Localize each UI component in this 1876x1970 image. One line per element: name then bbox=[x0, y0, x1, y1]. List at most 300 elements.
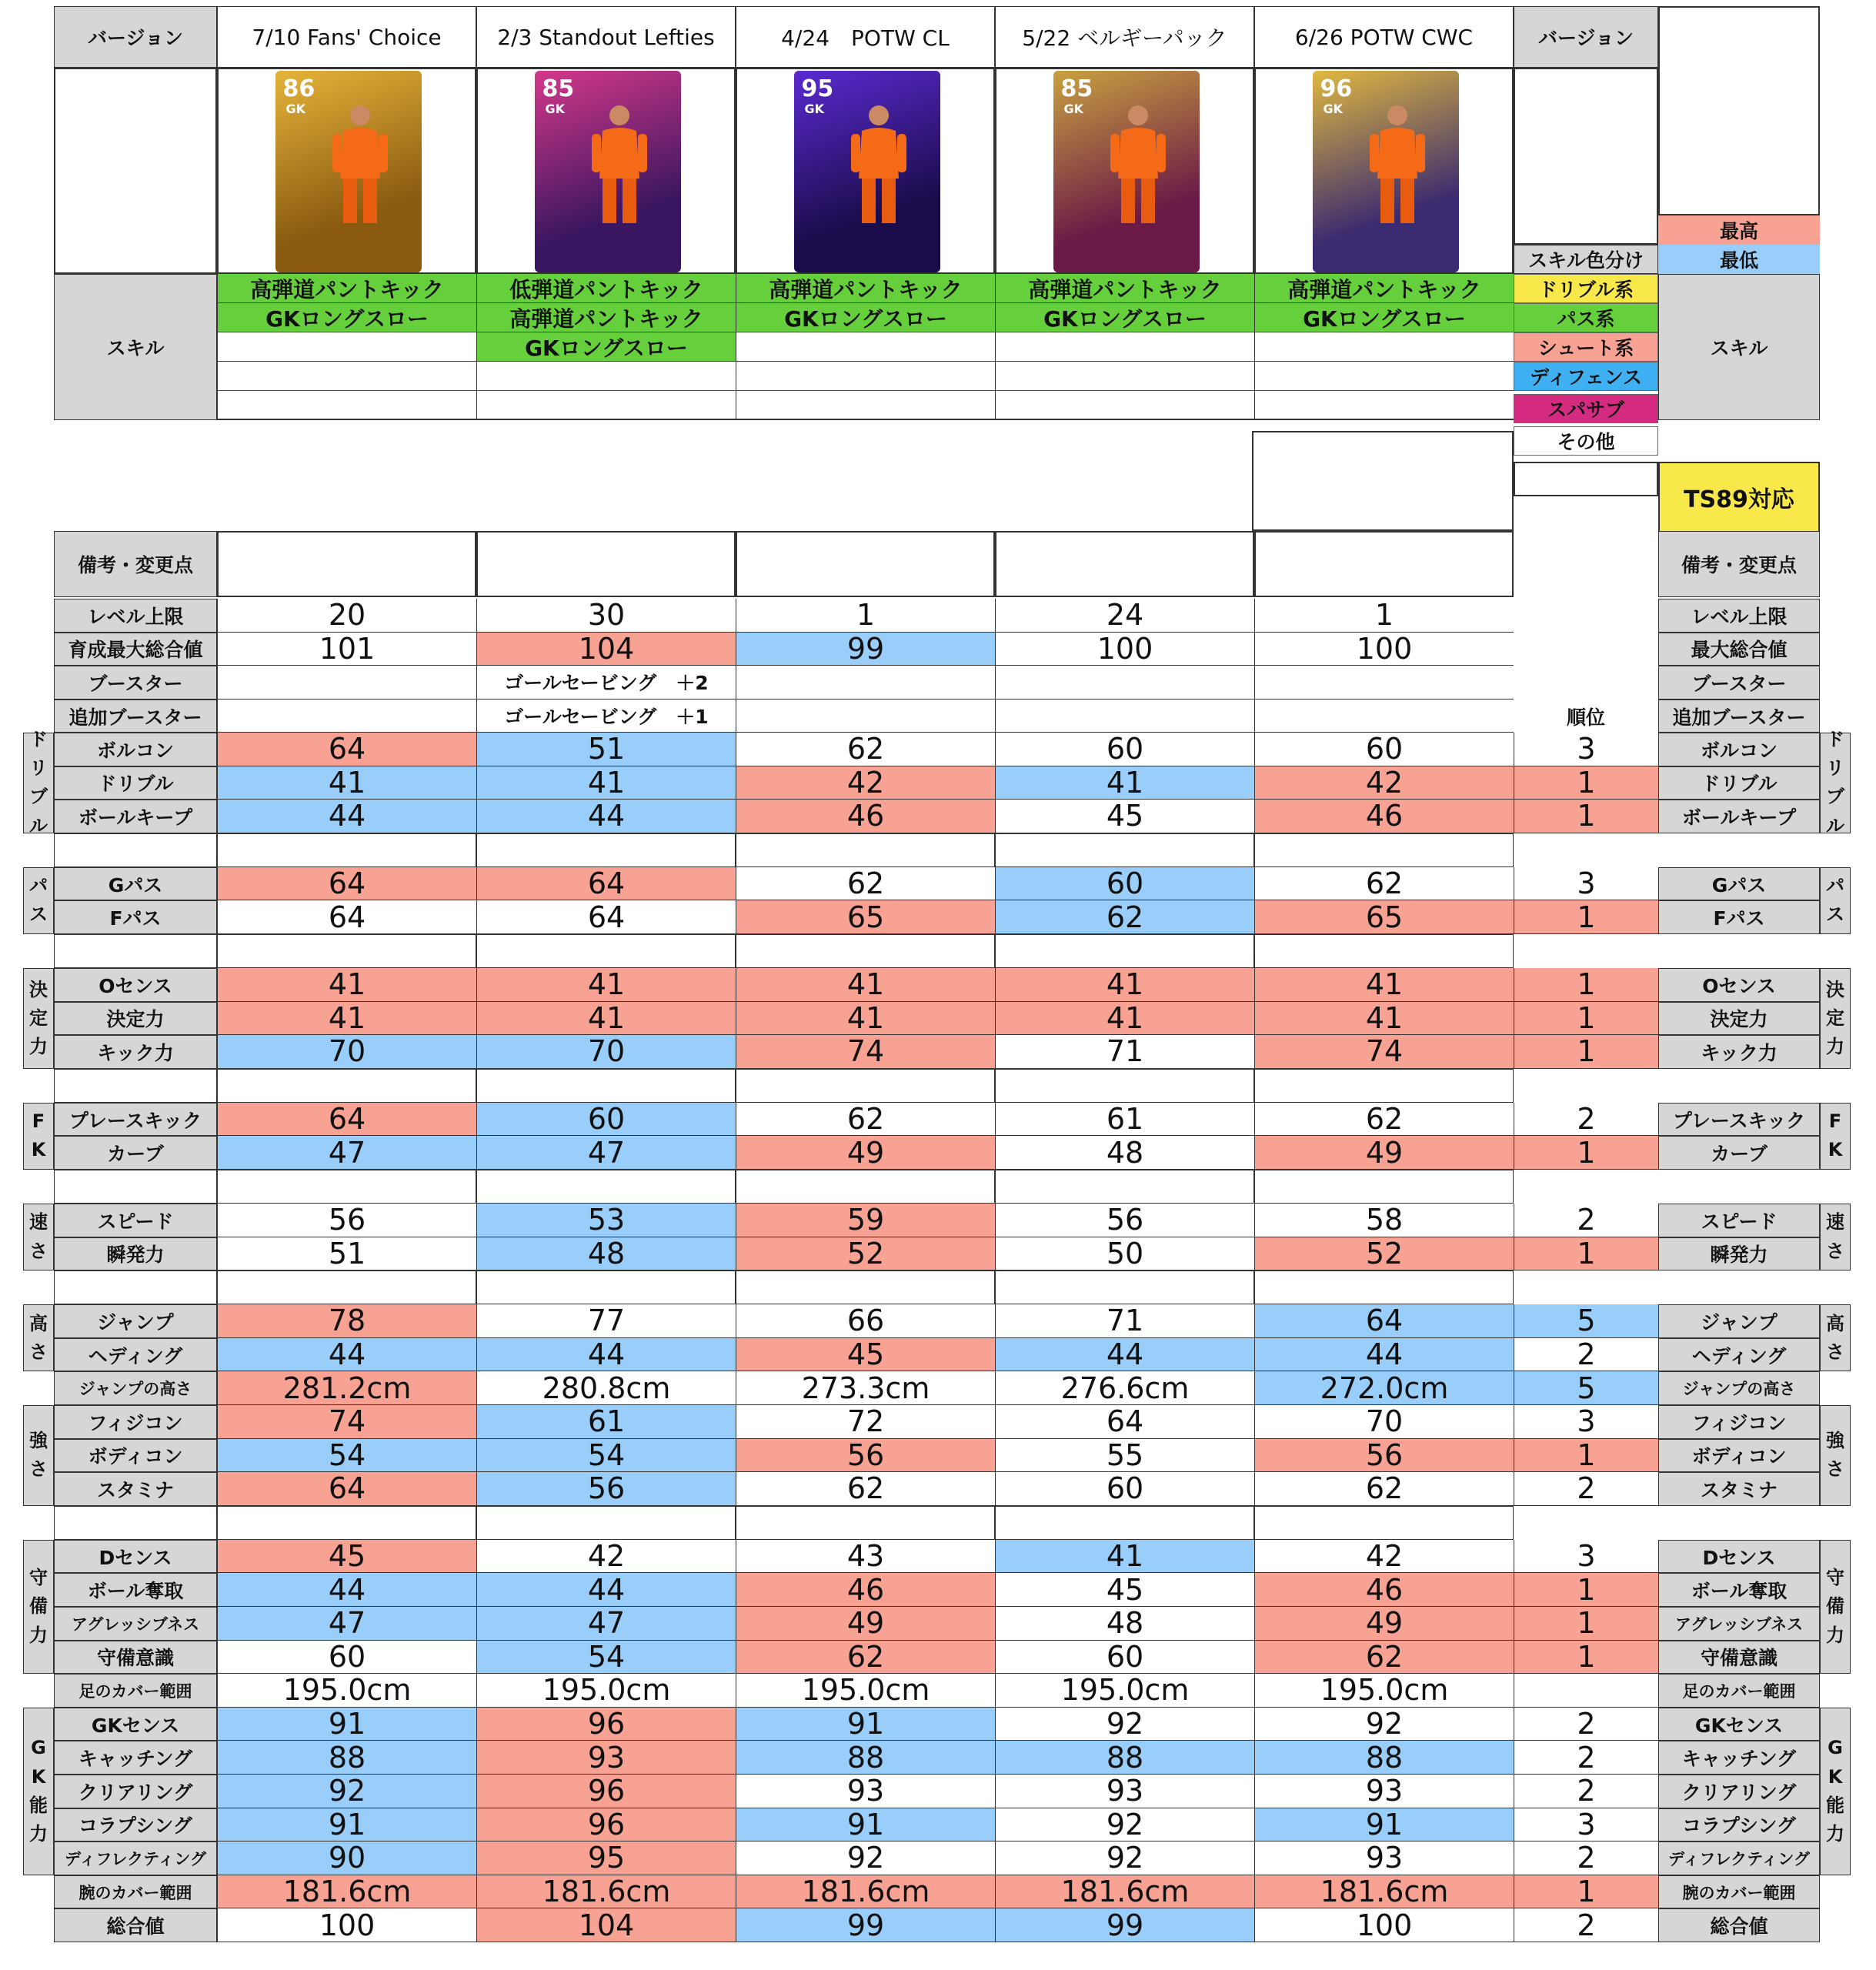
stat-value-10-4-2: 92 bbox=[736, 1841, 995, 1875]
stat-label-right-5-0: ジャンプ bbox=[1658, 1304, 1820, 1338]
skill-3-2 bbox=[995, 332, 1254, 362]
gap-cell bbox=[995, 1170, 1254, 1204]
stat-value-2-1-0: 41 bbox=[217, 1002, 476, 1036]
stat-value-10-2-4: 93 bbox=[1254, 1775, 1514, 1808]
side-char: さ bbox=[1826, 1341, 1844, 1363]
stat-value-8-2-2: 49 bbox=[736, 1607, 995, 1641]
group-side-right-8 bbox=[1820, 1540, 1851, 1674]
stat-label-right-4-0: スピード bbox=[1658, 1204, 1820, 1237]
stat-value-3-1-4: 49 bbox=[1254, 1136, 1514, 1170]
stat-label-8-2: アグレッシブネス bbox=[54, 1607, 217, 1641]
stat-value-7-0-2: 72 bbox=[736, 1405, 995, 1439]
stat-label-right-5-1: ヘディング bbox=[1658, 1338, 1820, 1372]
gap-cell bbox=[54, 833, 217, 867]
meta-label-1: 育成最大総合値 bbox=[54, 633, 217, 666]
stat-label-right-6-0: ジャンプの高さ bbox=[1658, 1371, 1820, 1405]
skill-0-3 bbox=[217, 362, 476, 391]
legend-item-3: ディフェンス bbox=[1514, 362, 1658, 391]
side-char: G bbox=[1828, 1737, 1843, 1759]
gap-cell bbox=[476, 1270, 736, 1304]
group-side-left-3 bbox=[23, 1103, 54, 1170]
stat-rank-2-1: 1 bbox=[1514, 1002, 1658, 1036]
meta-value-3-1: ゴールセービング ＋1 bbox=[476, 700, 736, 733]
stat-rank-7-2: 2 bbox=[1514, 1472, 1658, 1506]
stat-value-2-2-2: 74 bbox=[736, 1035, 995, 1069]
group-side-left-10 bbox=[23, 1708, 54, 1875]
stat-label-right-10-2: クリアリング bbox=[1658, 1775, 1820, 1808]
group-side-left-0 bbox=[23, 729, 54, 836]
gap-cell bbox=[995, 934, 1254, 968]
stat-label-right-10-3: コラプシング bbox=[1658, 1808, 1820, 1842]
stat-rank-7-0: 3 bbox=[1514, 1405, 1658, 1439]
stat-value-10-3-1: 96 bbox=[476, 1808, 736, 1842]
card-row-left-blank bbox=[54, 68, 217, 274]
gap-cell bbox=[736, 934, 995, 968]
side-char: 定 bbox=[29, 1007, 48, 1029]
side-char: リ bbox=[1826, 757, 1844, 780]
stat-value-4-1-4: 52 bbox=[1254, 1237, 1514, 1271]
meta-rank-3: 順位 bbox=[1566, 706, 1605, 729]
stat-label-right-1-1: Fパス bbox=[1658, 900, 1820, 934]
side-char: さ bbox=[29, 1240, 48, 1262]
stat-value-5-0-0: 78 bbox=[217, 1304, 476, 1338]
stat-label-10-4: ディフレクティング bbox=[54, 1841, 217, 1875]
stat-label-4-1: 瞬発力 bbox=[54, 1237, 217, 1271]
gap-cell bbox=[736, 1069, 995, 1103]
meta-value-0-4: 1 bbox=[1254, 599, 1514, 633]
card-overall: 85 bbox=[542, 75, 575, 102]
side-char: ス bbox=[29, 903, 48, 926]
stat-value-11-1-0: 100 bbox=[217, 1908, 476, 1942]
stat-value-10-2-0: 92 bbox=[217, 1775, 476, 1808]
stat-value-2-0-0: 41 bbox=[217, 968, 476, 1002]
stat-value-9-0-4: 195.0cm bbox=[1254, 1674, 1514, 1708]
meta-value-3-4 bbox=[1254, 700, 1514, 733]
stat-rank-3-0: 2 bbox=[1514, 1103, 1658, 1137]
stat-value-8-0-4: 42 bbox=[1254, 1540, 1514, 1574]
gap-cell bbox=[476, 934, 736, 968]
stat-value-7-1-1: 54 bbox=[476, 1439, 736, 1473]
goalkeeper-figure-icon bbox=[329, 102, 391, 232]
stat-label-right-0-0: ボルコン bbox=[1658, 733, 1820, 766]
stat-value-11-0-3: 181.6cm bbox=[995, 1875, 1254, 1909]
stat-value-8-1-0: 44 bbox=[217, 1573, 476, 1607]
stat-value-10-3-4: 91 bbox=[1254, 1808, 1514, 1842]
stat-value-10-1-4: 88 bbox=[1254, 1741, 1514, 1775]
stat-rank-9-0 bbox=[1514, 1674, 1658, 1708]
stat-value-4-0-2: 59 bbox=[736, 1204, 995, 1237]
stat-value-4-0-1: 53 bbox=[476, 1204, 736, 1237]
notes-cell-3 bbox=[995, 531, 1254, 597]
side-char: 力 bbox=[29, 1624, 48, 1646]
stat-value-1-0-0: 64 bbox=[217, 867, 476, 901]
notes-cell-2 bbox=[736, 531, 995, 597]
stat-label-right-9-0: 足のカバー範囲 bbox=[1658, 1674, 1820, 1708]
stat-value-5-0-3: 71 bbox=[995, 1304, 1254, 1338]
stat-value-0-1-0: 41 bbox=[217, 766, 476, 800]
stat-value-9-0-0: 195.0cm bbox=[217, 1674, 476, 1708]
meta-value-1-3: 100 bbox=[995, 633, 1254, 666]
stat-rank-10-1: 2 bbox=[1514, 1741, 1658, 1775]
version-header-2: 4/24 POTW CL bbox=[736, 6, 995, 68]
stat-value-0-2-0: 44 bbox=[217, 800, 476, 833]
stat-value-8-1-3: 45 bbox=[995, 1573, 1254, 1607]
skill-4-3 bbox=[1254, 362, 1514, 391]
stat-value-6-0-0: 281.2cm bbox=[217, 1371, 476, 1405]
stat-value-10-0-1: 96 bbox=[476, 1708, 736, 1741]
meta-label-right-1: 最大総合値 bbox=[1658, 633, 1820, 666]
stat-label-right-0-2: ボールキープ bbox=[1658, 800, 1820, 833]
stat-value-3-0-2: 62 bbox=[736, 1103, 995, 1137]
stat-value-4-1-0: 51 bbox=[217, 1237, 476, 1271]
stat-value-10-0-3: 92 bbox=[995, 1708, 1254, 1741]
gap-cell bbox=[217, 934, 476, 968]
gap-cell bbox=[1254, 1170, 1514, 1204]
stat-value-5-1-4: 44 bbox=[1254, 1338, 1514, 1372]
skill-2-2 bbox=[736, 332, 995, 362]
stat-label-7-2: スタミナ bbox=[54, 1472, 217, 1506]
stat-value-10-2-2: 93 bbox=[736, 1775, 995, 1808]
stat-rank-0-2: 1 bbox=[1514, 800, 1658, 833]
stat-value-7-0-0: 74 bbox=[217, 1405, 476, 1439]
legend-item-4: スパサブ bbox=[1514, 394, 1658, 423]
stat-value-3-1-0: 47 bbox=[217, 1136, 476, 1170]
stat-value-0-1-2: 42 bbox=[736, 766, 995, 800]
stat-value-1-1-4: 65 bbox=[1254, 900, 1514, 934]
stat-label-right-10-0: GKセンス bbox=[1658, 1708, 1820, 1741]
stat-value-2-2-3: 71 bbox=[995, 1035, 1254, 1069]
group-side-right-0 bbox=[1820, 729, 1851, 836]
stat-rank-1-1: 1 bbox=[1514, 900, 1658, 934]
stat-value-10-4-0: 90 bbox=[217, 1841, 476, 1875]
stat-label-right-7-1: ボディコン bbox=[1658, 1439, 1820, 1473]
stat-value-4-0-0: 56 bbox=[217, 1204, 476, 1237]
stat-value-10-1-3: 88 bbox=[995, 1741, 1254, 1775]
stat-label-7-1: ボディコン bbox=[54, 1439, 217, 1473]
skill-0-0: 高弾道パントキック bbox=[217, 274, 476, 303]
card-cell-1 bbox=[476, 68, 736, 274]
gap-cell bbox=[1254, 1270, 1514, 1304]
stat-value-9-0-2: 195.0cm bbox=[736, 1674, 995, 1708]
stat-value-11-1-1: 104 bbox=[476, 1908, 736, 1942]
stat-rank-8-2: 1 bbox=[1514, 1607, 1658, 1641]
gap-cell bbox=[217, 1506, 476, 1540]
stat-value-10-4-4: 93 bbox=[1254, 1841, 1514, 1875]
stat-rank-10-4: 2 bbox=[1514, 1841, 1658, 1875]
group-side-right-4 bbox=[1820, 1204, 1851, 1270]
side-char: さ bbox=[1826, 1458, 1844, 1481]
stat-label-3-1: カーブ bbox=[54, 1136, 217, 1170]
stat-value-2-0-1: 41 bbox=[476, 968, 736, 1002]
stat-label-right-2-2: キック力 bbox=[1658, 1035, 1820, 1069]
skills-label-right: スキル bbox=[1658, 274, 1820, 420]
notes-cell-1 bbox=[476, 531, 736, 597]
side-char: 備 bbox=[29, 1595, 48, 1618]
group-side-left-8 bbox=[23, 1540, 54, 1674]
stat-label-10-1: キャッチング bbox=[54, 1741, 217, 1775]
stat-value-8-0-3: 41 bbox=[995, 1540, 1254, 1574]
stat-rank-7-1: 1 bbox=[1514, 1439, 1658, 1473]
side-char: K bbox=[1828, 1139, 1843, 1161]
stat-label-10-0: GKセンス bbox=[54, 1708, 217, 1741]
stat-value-10-1-1: 93 bbox=[476, 1741, 736, 1775]
gap-cell bbox=[54, 934, 217, 968]
player-card-3 bbox=[1053, 71, 1200, 272]
stat-value-3-1-2: 49 bbox=[736, 1136, 995, 1170]
stat-label-right-8-3: 守備意識 bbox=[1658, 1641, 1820, 1674]
gap-cell bbox=[736, 1170, 995, 1204]
stat-value-11-1-3: 99 bbox=[995, 1908, 1254, 1942]
stat-label-right-10-4: ディフレクティング bbox=[1658, 1841, 1820, 1875]
stat-value-10-3-2: 91 bbox=[736, 1808, 995, 1842]
stat-value-1-1-1: 64 bbox=[476, 900, 736, 934]
stat-label-0-1: ドリブル bbox=[54, 766, 217, 800]
right-blank-box bbox=[1658, 6, 1820, 215]
stat-rank-5-1: 2 bbox=[1514, 1338, 1658, 1372]
side-char: F bbox=[1828, 1110, 1842, 1133]
stat-value-5-1-1: 44 bbox=[476, 1338, 736, 1372]
side-char: 速 bbox=[29, 1211, 48, 1234]
meta-value-1-2: 99 bbox=[736, 633, 995, 666]
stat-rank-0-1: 1 bbox=[1514, 766, 1658, 800]
stat-rank-10-0: 2 bbox=[1514, 1708, 1658, 1741]
group-side-left-4 bbox=[23, 1204, 54, 1270]
stat-value-2-2-0: 70 bbox=[217, 1035, 476, 1069]
side-char: ル bbox=[1826, 814, 1844, 836]
side-char: K bbox=[31, 1139, 46, 1161]
stat-value-8-3-1: 54 bbox=[476, 1641, 736, 1674]
stat-label-right-8-0: Dセンス bbox=[1658, 1540, 1820, 1574]
stat-label-right-4-1: 瞬発力 bbox=[1658, 1237, 1820, 1271]
side-char: 力 bbox=[1826, 1624, 1844, 1646]
card-overall: 95 bbox=[801, 75, 834, 102]
side-char: さ bbox=[29, 1458, 48, 1481]
side-char: さ bbox=[1826, 1240, 1844, 1262]
stat-value-9-0-3: 195.0cm bbox=[995, 1674, 1254, 1708]
group-side-left-7 bbox=[23, 1405, 54, 1506]
stat-label-right-2-1: 決定力 bbox=[1658, 1002, 1820, 1036]
stat-value-7-0-1: 61 bbox=[476, 1405, 736, 1439]
side-char: ブ bbox=[1826, 786, 1844, 808]
stat-value-6-0-4: 272.0cm bbox=[1254, 1371, 1514, 1405]
stat-value-10-0-2: 91 bbox=[736, 1708, 995, 1741]
side-char: 守 bbox=[29, 1567, 48, 1589]
meta-value-3-3 bbox=[995, 700, 1254, 733]
stat-value-10-0-4: 92 bbox=[1254, 1708, 1514, 1741]
side-char: 決 bbox=[1826, 978, 1844, 1000]
gap-cell bbox=[217, 1069, 476, 1103]
skill-1-0: 低弾道パントキック bbox=[476, 274, 736, 303]
stat-value-11-1-2: 99 bbox=[736, 1908, 995, 1942]
side-char: 力 bbox=[29, 1822, 48, 1845]
skill-3-0: 高弾道パントキック bbox=[995, 274, 1254, 303]
stat-value-0-2-3: 45 bbox=[995, 800, 1254, 833]
meta-value-1-1: 104 bbox=[476, 633, 736, 666]
meta-label-right-0: レベル上限 bbox=[1658, 599, 1820, 633]
card-cell-3 bbox=[995, 68, 1254, 274]
gap-cell bbox=[1254, 1506, 1514, 1540]
side-char: F bbox=[32, 1110, 45, 1133]
stat-value-8-1-1: 44 bbox=[476, 1573, 736, 1607]
stat-value-0-0-0: 64 bbox=[217, 733, 476, 766]
group-side-right-1 bbox=[1820, 867, 1851, 934]
stat-value-7-2-3: 60 bbox=[995, 1472, 1254, 1506]
meta-value-3-0 bbox=[217, 700, 476, 733]
stat-rank-11-1: 2 bbox=[1514, 1908, 1658, 1942]
version-header-label: バージョン bbox=[54, 6, 217, 68]
stat-value-10-2-3: 93 bbox=[995, 1775, 1254, 1808]
gap-cell bbox=[476, 1170, 736, 1204]
stat-value-1-1-2: 65 bbox=[736, 900, 995, 934]
stat-value-10-1-0: 88 bbox=[217, 1741, 476, 1775]
stat-value-7-1-2: 56 bbox=[736, 1439, 995, 1473]
side-char: 決 bbox=[29, 978, 48, 1000]
side-char: ス bbox=[1826, 903, 1844, 926]
stat-value-7-2-0: 64 bbox=[217, 1472, 476, 1506]
gap-cell bbox=[54, 1506, 217, 1540]
skill-0-1: GKロングスロー bbox=[217, 303, 476, 332]
side-char: ル bbox=[29, 814, 48, 836]
stat-label-11-1: 総合値 bbox=[54, 1908, 217, 1942]
stat-value-8-0-1: 42 bbox=[476, 1540, 736, 1574]
side-char: 高 bbox=[1826, 1312, 1844, 1334]
side-char: パ bbox=[29, 875, 48, 897]
stat-value-10-4-1: 95 bbox=[476, 1841, 736, 1875]
stat-value-0-0-3: 60 bbox=[995, 733, 1254, 766]
stat-label-3-0: プレースキック bbox=[54, 1103, 217, 1137]
gap-cell bbox=[476, 1069, 736, 1103]
meta-value-3-2 bbox=[736, 700, 995, 733]
legend-best-badge: 最高 bbox=[1658, 215, 1820, 245]
gap-cell bbox=[1254, 833, 1514, 867]
meta-value-2-3 bbox=[995, 666, 1254, 700]
notes-label-right: 備考・変更点 bbox=[1658, 531, 1820, 597]
meta-value-0-1: 30 bbox=[476, 599, 736, 633]
card-position: GK bbox=[545, 102, 566, 116]
group-side-right-2 bbox=[1820, 968, 1851, 1069]
stat-value-3-1-1: 47 bbox=[476, 1136, 736, 1170]
goalkeeper-figure-icon bbox=[589, 102, 650, 232]
stat-value-6-0-3: 276.6cm bbox=[995, 1371, 1254, 1405]
spacer-box-1 bbox=[1252, 431, 1514, 531]
stat-rank-6-0: 5 bbox=[1514, 1371, 1658, 1405]
version-header-4: 6/26 POTW CWC bbox=[1254, 6, 1514, 68]
card-overall: 85 bbox=[1060, 75, 1093, 102]
stat-value-11-0-0: 181.6cm bbox=[217, 1875, 476, 1909]
stat-label-0-2: ボールキープ bbox=[54, 800, 217, 833]
stat-value-10-3-0: 91 bbox=[217, 1808, 476, 1842]
stat-value-1-0-1: 64 bbox=[476, 867, 736, 901]
side-char: 高 bbox=[29, 1312, 48, 1334]
legend-worst-badge: 最低 bbox=[1658, 245, 1820, 274]
stat-label-1-1: Fパス bbox=[54, 900, 217, 934]
skill-3-4 bbox=[995, 391, 1254, 420]
version-header-1: 2/3 Standout Lefties bbox=[476, 6, 736, 68]
stat-value-2-0-4: 41 bbox=[1254, 968, 1514, 1002]
stat-label-right-3-1: カーブ bbox=[1658, 1136, 1820, 1170]
side-char: 定 bbox=[1826, 1007, 1844, 1029]
player-card-1 bbox=[535, 71, 681, 272]
side-char: 力 bbox=[1826, 1822, 1844, 1845]
stat-value-8-2-3: 48 bbox=[995, 1607, 1254, 1641]
stat-value-2-1-3: 41 bbox=[995, 1002, 1254, 1036]
side-char: さ bbox=[29, 1341, 48, 1363]
stat-rank-3-1: 1 bbox=[1514, 1136, 1658, 1170]
legend-item-5: その他 bbox=[1514, 426, 1658, 456]
stat-value-8-2-4: 49 bbox=[1254, 1607, 1514, 1641]
skill-0-4 bbox=[217, 391, 476, 420]
stat-label-10-2: クリアリング bbox=[54, 1775, 217, 1808]
meta-rank-2 bbox=[1514, 666, 1658, 700]
stat-value-7-0-3: 64 bbox=[995, 1405, 1254, 1439]
stat-rank-4-0: 2 bbox=[1514, 1204, 1658, 1237]
meta-rank-1 bbox=[1514, 633, 1658, 666]
stat-value-10-4-3: 92 bbox=[995, 1841, 1254, 1875]
stat-value-2-1-2: 41 bbox=[736, 1002, 995, 1036]
stat-label-right-7-2: スタミナ bbox=[1658, 1472, 1820, 1506]
side-char: K bbox=[31, 1765, 46, 1788]
stat-value-0-1-1: 41 bbox=[476, 766, 736, 800]
skills-label: スキル bbox=[54, 274, 217, 420]
stat-value-1-0-4: 62 bbox=[1254, 867, 1514, 901]
gap-cell bbox=[54, 1170, 217, 1204]
stat-label-right-2-0: Oセンス bbox=[1658, 968, 1820, 1002]
group-side-left-1 bbox=[23, 867, 54, 934]
stat-label-11-0: 腕のカバー範囲 bbox=[54, 1875, 217, 1909]
gap-cell bbox=[1254, 1069, 1514, 1103]
side-char: 強 bbox=[29, 1430, 48, 1452]
stat-value-0-1-3: 41 bbox=[995, 766, 1254, 800]
gap-cell bbox=[995, 833, 1254, 867]
gap-cell bbox=[54, 1270, 217, 1304]
stat-label-6-0: ジャンプの高さ bbox=[54, 1371, 217, 1405]
side-char: パ bbox=[1826, 875, 1844, 897]
stat-value-7-1-0: 54 bbox=[217, 1439, 476, 1473]
stat-value-2-1-1: 41 bbox=[476, 1002, 736, 1036]
meta-value-0-0: 20 bbox=[217, 599, 476, 633]
gap-cell bbox=[736, 1270, 995, 1304]
skill-1-1: 高弾道パントキック bbox=[476, 303, 736, 332]
group-side-right-5 bbox=[1820, 1304, 1851, 1371]
skill-4-1: GKロングスロー bbox=[1254, 303, 1514, 332]
stat-value-2-0-3: 41 bbox=[995, 968, 1254, 1002]
gap-cell bbox=[1254, 934, 1514, 968]
stat-label-4-0: スピード bbox=[54, 1204, 217, 1237]
stat-value-8-3-2: 62 bbox=[736, 1641, 995, 1674]
stat-value-0-0-2: 62 bbox=[736, 733, 995, 766]
stat-value-3-0-1: 60 bbox=[476, 1103, 736, 1137]
meta-value-2-1: ゴールセービング ＋2 bbox=[476, 666, 736, 700]
stat-label-2-2: キック力 bbox=[54, 1035, 217, 1069]
stat-value-11-1-4: 100 bbox=[1254, 1908, 1514, 1942]
stat-value-2-1-4: 41 bbox=[1254, 1002, 1514, 1036]
stat-value-10-1-2: 88 bbox=[736, 1741, 995, 1775]
player-card-4 bbox=[1313, 71, 1459, 272]
stat-value-0-2-4: 46 bbox=[1254, 800, 1514, 833]
goalkeeper-figure-icon bbox=[1107, 102, 1169, 232]
stat-rank-2-0: 1 bbox=[1514, 968, 1658, 1002]
spacer-box-2 bbox=[1514, 462, 1658, 496]
stat-rank-4-1: 1 bbox=[1514, 1237, 1658, 1271]
gap-cell bbox=[476, 833, 736, 867]
stat-rank-2-2: 1 bbox=[1514, 1035, 1658, 1069]
group-side-right-10 bbox=[1820, 1708, 1851, 1875]
stat-label-right-0-1: ドリブル bbox=[1658, 766, 1820, 800]
gap-cell bbox=[217, 1270, 476, 1304]
stat-value-8-3-4: 62 bbox=[1254, 1641, 1514, 1674]
stat-value-0-2-2: 46 bbox=[736, 800, 995, 833]
stat-value-8-1-2: 46 bbox=[736, 1573, 995, 1607]
